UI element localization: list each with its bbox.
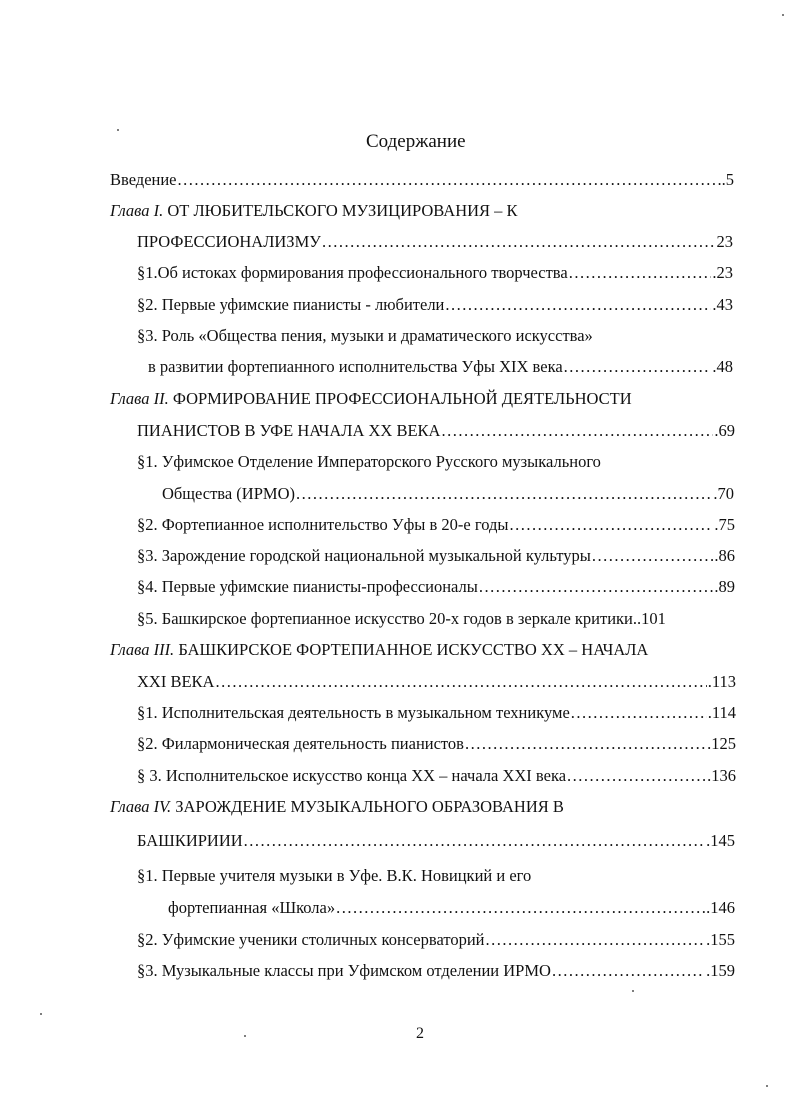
page-number: 2: [416, 1025, 424, 1042]
leader-dots: [567, 765, 706, 787]
scan-speck: [782, 14, 784, 16]
leader-dots: [336, 897, 705, 919]
leader-dots: [178, 169, 717, 191]
toc-section-4-3[interactable]: §3. Музыкальные классы при Уфимском отделении ИРМО ..... .159: [137, 960, 735, 982]
scan-speck: [632, 990, 634, 992]
toc-section-4-2[interactable]: §2. Уфимские ученики столичных консерваторий ..... .155: [137, 929, 735, 951]
toc-section-1-2[interactable]: §2. Первые уфимские пианисты - любители ..... .43: [137, 294, 733, 316]
leader-dots: [510, 514, 714, 536]
leader-dots: [445, 294, 711, 316]
toc-section-3-1[interactable]: §1. Исполнительская деятельность в музыкальном техникуме ..... .114: [137, 702, 736, 724]
toc-chapter-2-heading[interactable]: Глава II. ФОРМИРОВАНИЕ ПРОФЕССИОНАЛЬНОЙ ДЕЯТЕЛЬНОСТИ: [110, 389, 632, 408]
toc-chapter-1[interactable]: ПРОФЕССИОНАЛИЗМУ ..... 23: [137, 231, 733, 253]
scan-speck: [117, 129, 119, 131]
toc-section-2-1-heading[interactable]: §1. Уфимское Отделение Императорского Русского музыкального: [137, 452, 601, 471]
toc-chapter-3[interactable]: XXI ВЕКА ..... .113: [137, 671, 736, 693]
leader-dots: [592, 545, 713, 567]
toc-section-1-3[interactable]: в развитии фортепианного исполнительства Уфы XIX века ..... .48: [148, 356, 733, 378]
leader-dots: [244, 830, 705, 852]
leader-dots: [564, 356, 712, 378]
leader-dots: [441, 420, 713, 442]
leader-dots: [552, 960, 705, 982]
scan-speck: [40, 1013, 42, 1015]
leader-dots: [569, 262, 712, 284]
toc-section-2-1[interactable]: Общества (ИРМО) ..... .70: [162, 483, 734, 505]
toc-entry-intro[interactable]: Введение ..... ..5: [110, 169, 734, 191]
leader-dots: [215, 671, 706, 693]
toc-chapter-1-heading[interactable]: Глава I. ОТ ЛЮБИТЕЛЬСКОГО МУЗИЦИРОВАНИЯ – К: [110, 201, 518, 220]
leader-dots: [479, 576, 714, 598]
scan-speck: [244, 1035, 246, 1037]
leader-dots: [322, 231, 716, 253]
scan-speck: [766, 1085, 768, 1087]
leader-dots: [486, 929, 706, 951]
toc-section-4-1-heading[interactable]: §1. Первые учителя музыки в Уфе. В.К. Новицкий и его: [137, 866, 532, 885]
toc-section-3-2[interactable]: §2. Филармоническая деятельность пианистов ..... .125: [137, 733, 736, 755]
toc-chapter-4-heading[interactable]: Глава IV. ЗАРОЖДЕНИЕ МУЗЫКАЛЬНОГО ОБРАЗОВАНИЯ В: [110, 797, 564, 816]
toc-section-2-3[interactable]: §3. Зарождение городской национальной музыкальной культуры ..... .86: [137, 545, 735, 567]
toc-section-4-1[interactable]: фортепианная «Школа» ..... .146: [168, 897, 735, 919]
toc-chapter-3-heading[interactable]: Глава III. БАШКИРСКОЕ ФОРТЕПИАННОЕ ИСКУССТВО XX – НАЧАЛА: [110, 640, 649, 659]
toc-section-2-4[interactable]: §4. Первые уфимские пианисты-профессионалы ..... .89: [137, 576, 735, 598]
toc-chapter-4[interactable]: БАШКИРИИИ ..... .145: [137, 830, 735, 852]
toc-chapter-2[interactable]: ПИАНИСТОВ В УФЕ НАЧАЛА XX ВЕКА ..... .69: [137, 420, 735, 442]
toc-section-2-2[interactable]: §2. Фортепианное исполнительство Уфы в 20-е годы ..... .75: [137, 514, 735, 536]
toc-section-3-3[interactable]: § 3. Исполнительское искусство конца XX – начала XXI века ..... .136: [137, 765, 736, 787]
leader-dots: [296, 483, 712, 505]
toc-section-1-3-heading[interactable]: §3. Роль «Общества пения, музыки и драматического искусства»: [137, 326, 593, 345]
toc-section-2-5[interactable]: §5. Башкирское фортепианное искусство 20-х годов в зеркале критики ..101: [137, 609, 666, 628]
leader-dots: [571, 702, 707, 724]
toc-section-1-1[interactable]: §1.Об истоках формирования профессионального творчества ..... .23: [137, 262, 733, 284]
leader-dots: [465, 733, 706, 755]
